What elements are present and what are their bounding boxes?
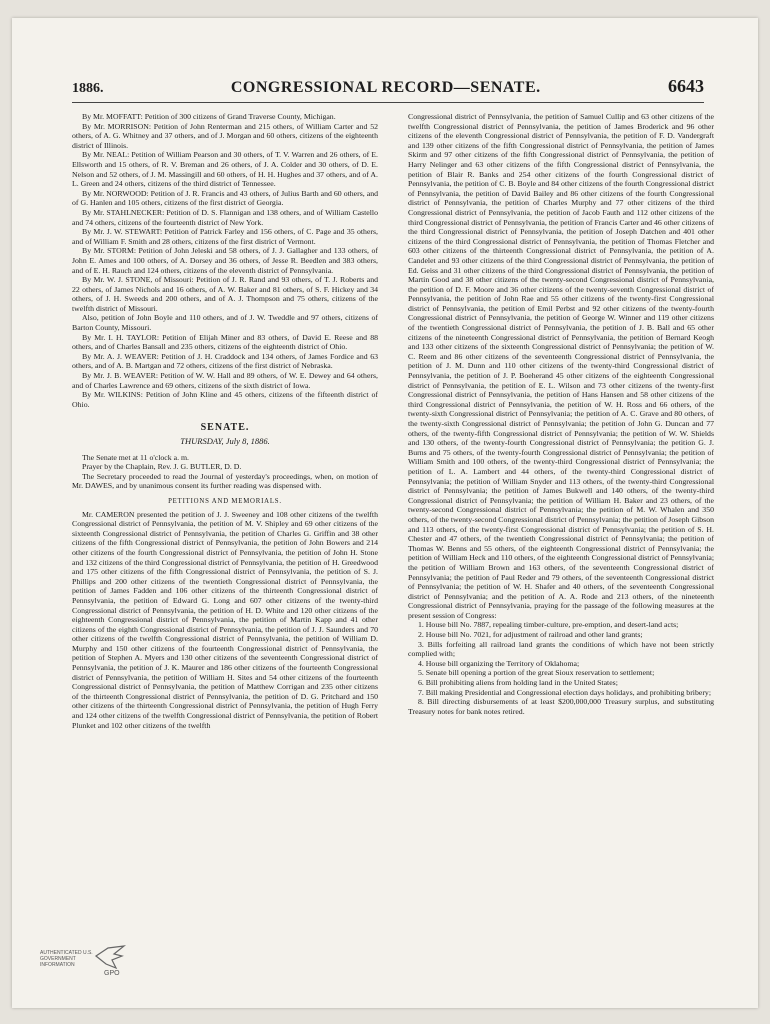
petitions-paragraph: Mr. CAMERON presented the petition of J. J. Sweeney and 108 other citizens of the twelfth Congressional district of Pennsylvania, the petition of M. V. Shipley and 69 other citizens of the sixteenth Congressional district of Pennsylvania, the petition of Charles G. Griffin and 38 other citizens of the fifth Congressional district of Pennsylvania, the petition of John Bowers and 214 other citizens of the fourth Congressional district of Pennsylvania, the petition of John H. Stone and 132 citizens of the third Congressional district of Pennsylvania, the petition of H. Greedwood and 175 other citizens of the fifth Congressional district of Pennsylvania, the petition of S. J. Phillips and 200 other citizens of the twentieth Congressional district of Pennsylvania, the petition of James Fadden and 106 other citizens of the thirteenth Congressional district of Pennsylvania, the petition of Edward G. Long and 607 other citizens of the twenty-third Congressional district of Pennsylvania, the petition of H. D. White and 120 other citizens of the eighteenth Congressional district of Pennsylvania, the petition of Martin Kapp and 41 other citizens of the eighth Congressional district of Pennsylvania, the petition of J. J. Saunders and 70 other citizens of the twelfth Congressional district of Pennsylvania, the petition of William D. Murphy and 150 other citizens of the fourteenth Congressional district of Pennsylvania, the petition of Stephen A. Myers and 130 other citizens of the seventeenth Congressional district of Pennsylvania, the petition of J. K. Maurer and 186 other citizens of the fourteenth Congressional district of Pennsylvania, the petition of William H. Sites and 54 other citizens of the fourteenth Congressional district of Pennsylvania, the petition of Matthew Corrigan and 235 other citizens of the thirteenth Congressional district of Pennsylvania, the petition of D. G. Pritchard and 150 other citizens of the thirteenth Congressional district of Pennsylvania, the petition of Hugh Ferry and 124 other citizens of the twelfth Congressional district of Pennsylvania, the petition of Robert Plunket and 102 other citizens of the twelfth	[72, 509, 378, 730]
petitions-heading: PETITIONS AND MEMORIALS.	[168, 497, 282, 505]
measure-item: 4. House bill organizing the Territory of Oklahoma;	[418, 658, 580, 668]
measure-item: 5. Senate bill opening a portion of the great Sioux reservation to settlement;	[418, 668, 655, 678]
gpo-mark: GPO	[104, 970, 120, 977]
measures-list	[408, 620, 714, 716]
senate-paragraph: The Secretary proceeded to read the Journal of yesterday's proceedings, when, on motion of Mr. DAWES, and by unanimous consent its further reading was dispensed with.	[72, 471, 378, 491]
measure-item: 2. House bill No. 7021, for adjustment of railroad and other land grants;	[418, 630, 643, 640]
house-petition-paragraph: By Mr. MOFFATT: Petition of 300 citizens of Grand Traverse County, Michigan.	[82, 112, 336, 121]
header-rule	[72, 102, 704, 103]
document-page	[12, 18, 758, 1008]
house-petition-paragraph: By Mr. W. J. STONE, of Missouri: Petition of J. R. Rand and 93 others, of T. J. Roberts and 22 others, of James Nichols and 16 others, of A. W. Baker and 81 others, of S. F. Hickey and 34 others, of J. H. Sweeds and 200 others, and of A. J. Thompson and 75 others, citizens of the twelfth district of Missouri.	[72, 275, 378, 313]
senate-date: THURSDAY, July 8, 1886.	[180, 436, 270, 446]
house-petition-paragraph: By Mr. J. B. WEAVER: Petition of W. W. Hall and 89 others, of W. E. Dewey and 64 others, and of Charles Lawrence and 69 others, citizens of the sixth district of Iowa.	[72, 371, 378, 390]
measure-item: 8. Bill directing disbursements of at least $200,000,000 Treasury surplus, and substituting Treasury notes for bank notes retired.	[408, 697, 714, 716]
house-petition-paragraph: By Mr. STAHLNECKER: Petition of D. S. Flannigan and 138 others, and of William Castello and 74 others, citizens of the fourteenth district of New York.	[72, 207, 378, 227]
petitions-continuation: Congressional district of Pennsylvania, the petition of Samuel Cullip and 63 other citizens of the twelfth Congressional district of Pennsylvania, the petition of James Broderick and 96 other citizens of the eleventh Congressional district of Pennsylvania, the petition of F. D. Vandergraft and 139 other citizens of the fifth Congressional district of Pennsylvania, the petition of James Skirm and 97 other citizens of the fifth Congressional district of Pennsylvania, the petition of Harry Nelinger and 63 other citizens of the fifth Congressional district of Pennsylvania, the petition of Blair R. Banks and 254 other citizens of the fourth Congressional district of Pennsylvania, the petition of C. B. Boyle and 84 other citizens of the fourth Congressional district of Pennsylvania, the petition of David Bailey and 86 other citizens of the fourth Congressional district of Pennsylvania, the petition of Charles Murphy and 77 other citizens of the third Congressional district of Pennsylvania, the petition of Jacob Fauth and 112 other citizens of the third Congressional district of Pennsylvania, the petition of Francis Carter and 46 other citizens of the third Congressional district of Pennsylvania, the petition of Joseph Datchen and 401 other citizens of the third Congressional district of Pennsylvania, the petition of Thomas Fletcher and 603 other citizens of the thirteenth Congressional district of Pennsylvania, the petition of A. Candelet and 93 other citizens of the third Congressional district of Pennsylvania, the petition of Ed. Geiss and 31 other citizens of the third Congressional district of Pennsylvania, the petition of Martin Good and 38 other citizens of the twenty-second Congressional district of Pennsylvania, the petition of D. F. Moore and 36 other citizens of the twenty-seventh Congressional district of Pennsylvania, the petition of John Rae and 55 other citizens of the twenty-first Congressional district of Pennsylvania, the petition of Emil Perbst and 92 other citizens of the twenty-fourth Congressional district of Pennsylvania, the petition of George W. Winner and 119 other citizens of the twentieth Congressional district of Pennsylvania, the petition of J. B. Ball and 65 other citizens of the nineteenth Congressional district of Pennsylvania, the petition of Bernard Keogh and 133 other citizens of the sixteenth Congressional district of Pennsylvania; the petition of W. C. Reem and 86 other citizens of the seventeenth Congressional district of Pennsylvania, the petition of J. M. Dunn and 110 other citizens of the twenty-third Congressional district of Pennsylvania, the petition of J. P. Boeherand 45 other citizens of the eighteenth Congressional district of Pennsylvania, the petition of E. L. Wilson and 73 other citizens of the twenty-first Congressional district of Pennsylvania, the petition of Hans Hansen and 58 other citizens of the third Congressional district of Pennsylvania, the petition of W. H. Ross and 66 others, of the twenty-sixth Congressional district of Pennsylvania; the petition of A. C. Grave and 80 others, of the twenty-sixth Congressional district of Pennsylvania; the petition of John G. Duncan and 77 others, of the twenty-fifth Congressional district of Pennsylvania; the petition of W. W. Shields and 130 others, of the twenty-fourth Congressional district of Pennsylvania; the petition G. J. Burns and 75 others, of the twenty-fourth Congressional district of Pennsylvania; the petition of William Smith and 100 others, of the twenty-third Congressional district of Pennsylvania; the petition of L. A. Lambert and 44 others, of the twenty-third Congressional district of Pennsylvania; the petition of William Snyder and 113 others, of the twenty-third Congressional district of Pennsylvania; the petition of James Bukwell and 140 others, of the twenty-third Congressional district of Pennsylvania; the petition of William H. Baker and 23 others, of the twenty-second Congressional district of Pennsylvania; the petition of M. W. Whalen and 350 others, of the twenty-second Congressional district of Pennsylvania; the petition of Joseph Gibson and 113 others, of the twenty-first Congressional district of Pennsylvania; the petition of S. H. Chester and 47 others, of the twentieth Congressional district of Pennsylvania; the petition of Thomas W. Benns and 55 others, of the eighteenth Congressional district of Pennsylvania; the petition of William Heck and 110 others, of the eighteenth Congressional district of Pennsylvania; the petition of William Brown and 163 others, of the seventeenth Congressional district of Pennsylvania; the petition of Paul Reder and 79 others, of the seventeenth Congressional district of Pennsylvania; the petition of W. H. Shafer and 40 others, of the seventeenth Congressional district of Pennsylvania; and the petition of A. A. Rode and 213 others, of the nineteenth Congressional district of Pennsylvania, praying for the passage of the following measures at the present session of Congress:	[408, 112, 714, 620]
header-year: 1886.	[72, 81, 104, 96]
house-petitions	[72, 112, 378, 409]
house-petition-paragraph: By Mr. NEAL: Petition of William Pearson and 30 others, of T. V. Warren and 26 others, of E. Ellsworth and 15 others, of R. V. Breman and 26 others, of J. A. Colder and 30 others, of D. E. Nelson and 52 others, of J. M. Massingill and 60 others, of H. H. Hughes and 37 others, and of A. L. Green and 24 others, citizens of the third district of Tennessee.	[72, 150, 378, 189]
house-petition-paragraph: By Mr. J. W. STEWART: Petition of Patrick Farley and 156 others, of C. Page and 35 others, and of William F. Smith and 28 others, citizens of the first district of Vermont.	[72, 227, 378, 246]
senate-paragraph: Prayer by the Chaplain, Rev. J. G. BUTLER, D. D.	[82, 462, 242, 472]
house-petition-paragraph: Also, petition of John Boyle and 110 others, and of J. W. Tweddle and 97 others, citizens of Barton County, Missouri.	[72, 313, 378, 333]
page-header	[72, 76, 704, 100]
senate-paragraph: The Senate met at 11 o'clock a. m.	[82, 452, 189, 462]
senate-title: SENATE.	[200, 422, 250, 434]
senate-opening	[72, 453, 378, 491]
header-page-number: 6643	[667, 76, 704, 96]
left-column	[72, 112, 378, 972]
measure-item: 6. Bill prohibiting aliens from holding land in the United States;	[418, 678, 618, 688]
gpo-authentication-seal	[40, 942, 130, 982]
gpo-eagle-icon	[92, 942, 128, 978]
header-title: CONGRESSIONAL RECORD—SENATE.	[230, 79, 541, 96]
house-petition-paragraph: By Mr. I. H. TAYLOR: Petition of Elijah Miner and 83 others, of David E. Reese and 88 others, and of Charles Bansall and 235 others, citizens of the eighteenth district of Ohio.	[72, 332, 378, 352]
house-petition-paragraph: By Mr. STORM: Petition of John Jeleski and 58 others, of J. J. Gallagher and 133 others, of John E. Ames and 100 others, of A. Dorsey and 36 others, of Jesse R. Beedlen and 383 others, and of E. H. Rauch and 124 others, citizens of the eleventh district of Pennsylvania.	[72, 246, 378, 275]
measure-item: 7. Bill making Presidential and Congressional election days holidays, and prohibiting bribery;	[418, 687, 711, 697]
house-petition-paragraph: By Mr. A. J. WEAVER: Petition of J. H. Craddock and 134 others, of James Fordice and 63 others, and of A. B. Martgan and 72 others, citizens of the first district of Nebraska.	[72, 351, 378, 371]
measure-item: 3. Bills forfeiting all railroad land grants the conditions of which have not been strictly complied with;	[408, 639, 714, 659]
gpo-seal-text: AUTHENTICATED U.S. GOVERNMENT INFORMATION	[40, 950, 93, 968]
right-column	[408, 112, 714, 972]
house-petition-paragraph: By Mr. NORWOOD: Petition of J. R. Francis and 43 others, of Julius Barth and 60 others, and of G. Hanlen and 105 others, citizens of the first district of Georgia.	[72, 188, 378, 208]
house-petition-paragraph: By Mr. WILKINS: Petition of John Kline and 45 others, citizens of the fifteenth district of Ohio.	[72, 390, 378, 409]
measure-item: 1. House bill No. 7887, repealing timber-culture, pre-emption, and desert-land acts;	[418, 620, 679, 630]
house-petition-paragraph: By Mr. MORRISON: Petition of John Renterman and 215 others, of William Carter and 52 others, of A. G. Whitney and 37 others, and of J. Morgan and 60 others, citizens of the eighteenth district of Illinois.	[72, 121, 378, 150]
